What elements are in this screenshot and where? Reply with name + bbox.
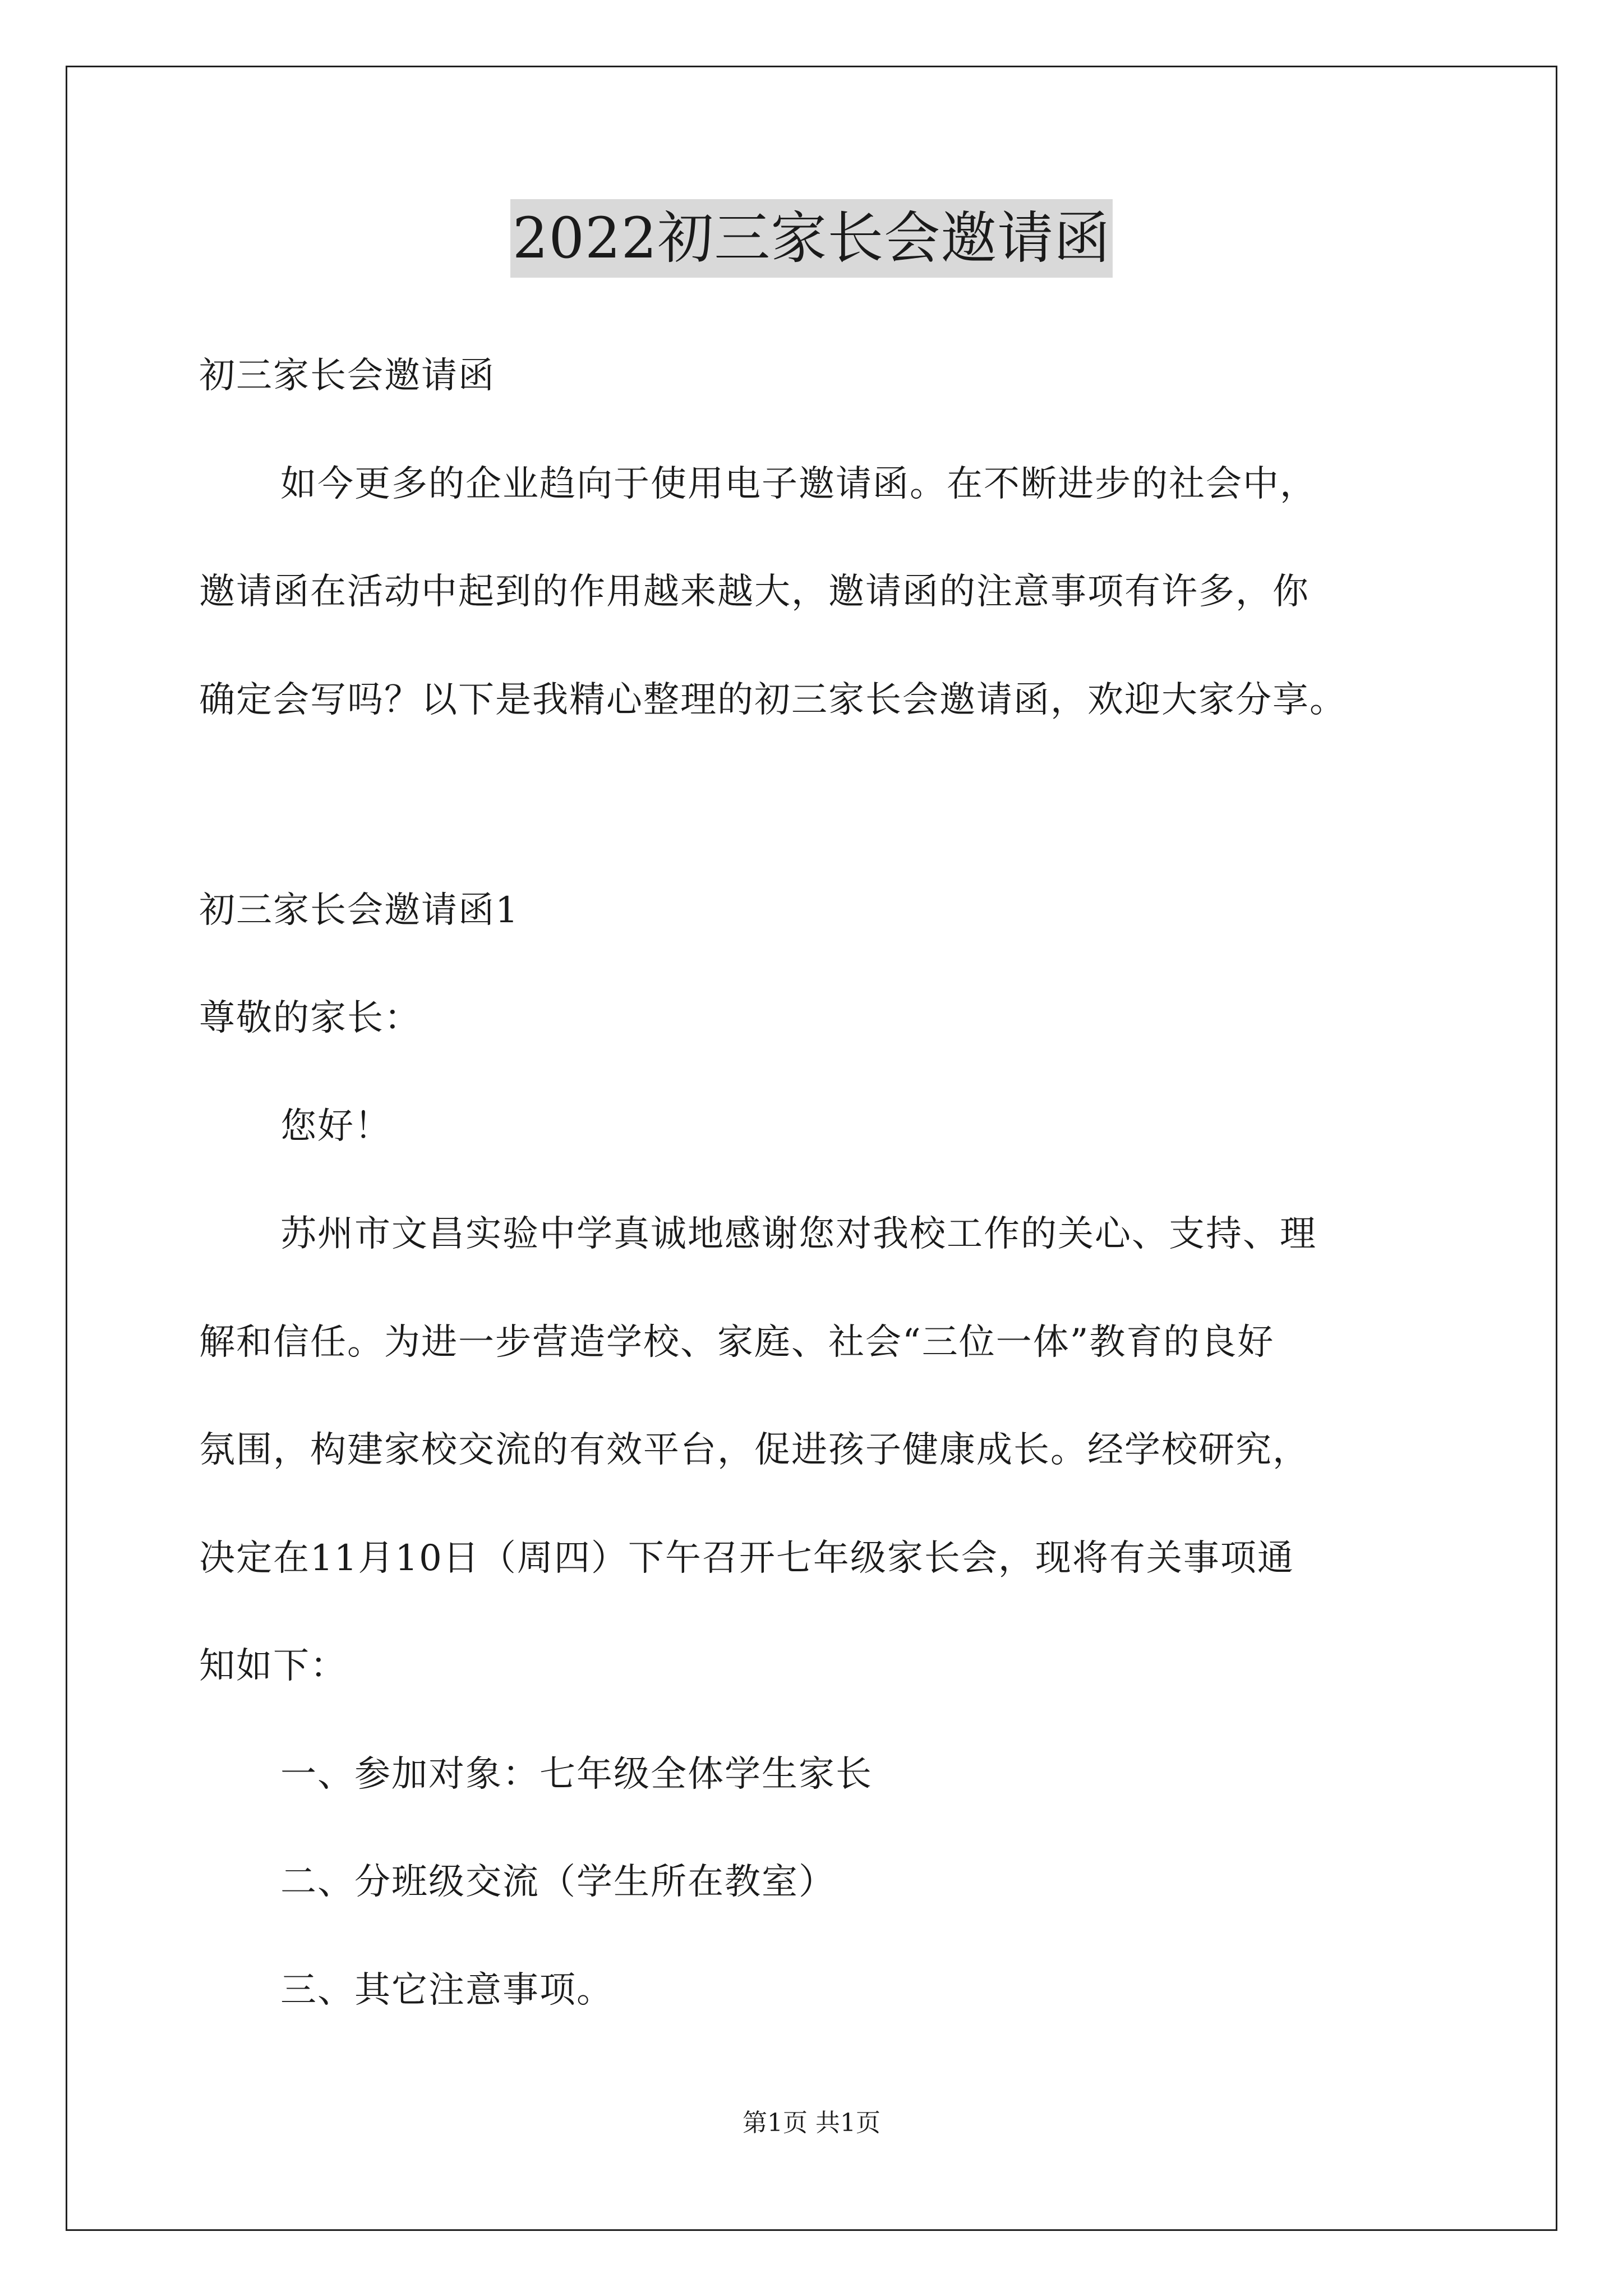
body-line-5: 知如下： — [199, 1645, 347, 1687]
intro-line-3: 确定会写吗？以下是我精心整理的初三家长会邀请函，欢迎大家分享。 — [199, 679, 1347, 721]
body-line-3: 氛围，构建家校交流的有效平台，促进孩子健康成长。经学校研究， — [199, 1429, 1310, 1471]
salutation: 尊敬的家长： — [199, 997, 421, 1039]
body-line-1: 苏州市文昌实验中学真诚地感谢您对我校工作的关心、支持、理 — [280, 1213, 1317, 1255]
greeting: 您好！ — [280, 1106, 391, 1147]
document-title: 2022初三家长会邀请函 — [510, 199, 1113, 278]
intro-line-2: 邀请函在活动中起到的作用越来越大，邀请函的注意事项有许多，你 — [199, 571, 1310, 613]
title-container — [0, 199, 1623, 278]
body-line-2: 解和信任。为进一步营造学校、家庭、社会“三位一体”教育的良好 — [199, 1322, 1275, 1363]
list-item-3: 三、其它注意事项。 — [280, 1970, 614, 2011]
list-item-2: 二、分班级交流（学生所在教室） — [280, 1861, 836, 1903]
subtitle-line: 初三家长会邀请函 — [199, 355, 495, 397]
intro-line-1: 如今更多的企业趋向于使用电子邀请函。在不断进步的社会中， — [280, 463, 1317, 505]
page-footer: 第1页 共1页 — [743, 2109, 880, 2137]
list-item-1: 一、参加对象：七年级全体学生家长 — [280, 1754, 873, 1795]
body-line-4: 决定在11月10日（周四）下午召开七年级家长会，现将有关事项通 — [199, 1538, 1294, 1579]
section-heading: 初三家长会邀请函1 — [199, 890, 519, 931]
